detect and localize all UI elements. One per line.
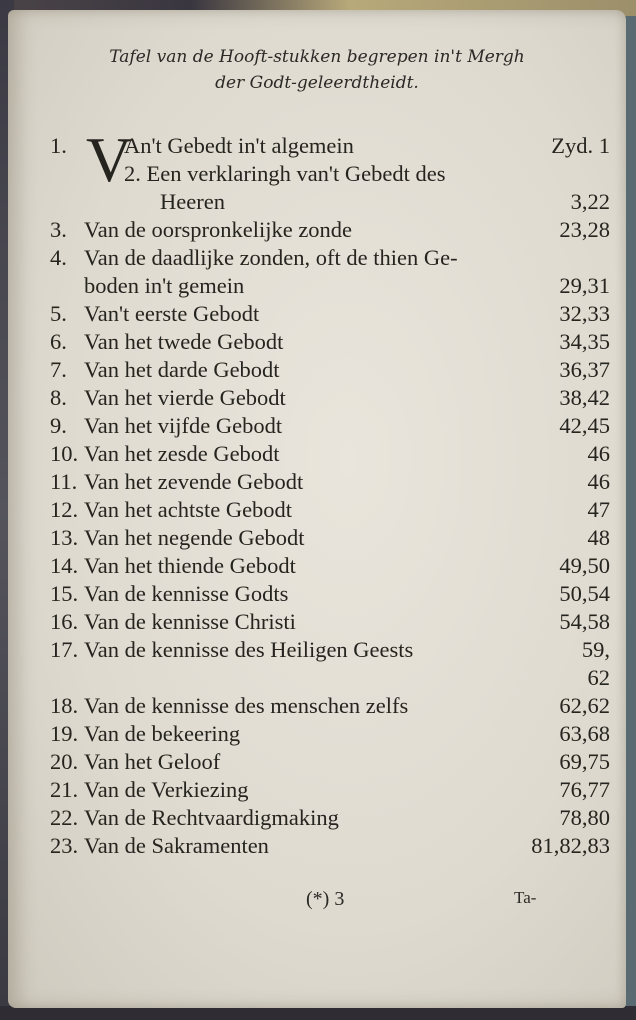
- toc-entry-title: Van het vijfde Gebodt: [84, 413, 283, 438]
- toc-entry-pages: 63,68: [559, 721, 610, 746]
- toc-entry: [50, 328, 610, 356]
- toc-entry-pages: 62,62: [559, 693, 610, 718]
- toc-entry-pages: 23,28: [559, 217, 610, 242]
- toc-entry-pages: 59,: [581, 637, 610, 662]
- toc-entry-number: 6.: [50, 329, 67, 354]
- toc-entry: [50, 216, 610, 244]
- toc-entry-number: 23.: [50, 833, 79, 858]
- toc-entry: [50, 692, 610, 720]
- toc-entry-pages: 42,45: [559, 413, 610, 438]
- toc-entry-pages: 62: [587, 665, 610, 690]
- toc-entry: [50, 412, 610, 440]
- toc-entry: [50, 636, 610, 664]
- toc-entry-pages: 46: [587, 441, 610, 466]
- toc-entry-number: 12.: [50, 497, 79, 522]
- toc-entry-pages: 34,35: [559, 329, 610, 354]
- toc-entry: [50, 608, 610, 636]
- toc-entry-title: Heeren: [160, 189, 225, 214]
- toc-entry-pages: 36,37: [559, 357, 610, 382]
- toc-entry-title: Van het twede Gebodt: [84, 329, 284, 354]
- toc-entry-number: 18.: [50, 693, 79, 718]
- toc-entry-pages: 48: [587, 525, 610, 550]
- toc-entry-title: Van de Rechtvaardigmaking: [84, 805, 339, 830]
- toc-entry-title: Van de daadlijke zonden, oft de thien Ge-: [84, 245, 458, 270]
- toc-entry: [50, 384, 610, 412]
- toc-entry: [50, 272, 610, 300]
- toc-entry-pages: 76,77: [559, 777, 610, 802]
- toc-entry-title: Van de kennisse des Heiligen Geests: [84, 637, 414, 662]
- toc-entry-pages: 32,33: [559, 301, 610, 326]
- table-of-contents: [50, 124, 610, 860]
- toc-entry-title: Van de bekeering: [84, 721, 241, 746]
- toc-entry: [50, 552, 610, 580]
- toc-entry-pages: 50,54: [559, 581, 610, 606]
- toc-entry-number: 22.: [50, 805, 79, 830]
- toc-entry-number: 10.: [50, 441, 79, 466]
- book-binding-bottom: [0, 1006, 636, 1020]
- toc-entry-pages: 54,58: [559, 609, 610, 634]
- toc-entry: [50, 300, 610, 328]
- toc-entry: [50, 776, 610, 804]
- toc-entry: [50, 468, 610, 496]
- toc-entry-number: 8.: [50, 385, 67, 410]
- toc-entry-number: 20.: [50, 749, 79, 774]
- toc-entry-title: 2. Een verklaringh van't Gebedt des: [124, 161, 446, 186]
- toc-entry: [50, 832, 610, 860]
- toc-entry-title: Van de oorspronkelijke zonde: [84, 217, 353, 242]
- toc-entry: [50, 580, 610, 608]
- toc-entry-title: Van het negende Gebodt: [84, 525, 305, 550]
- toc-entry-pages: 29,31: [559, 273, 610, 298]
- toc-entry-pages: 78,80: [559, 805, 610, 830]
- toc-entry-title: Van het achtste Gebodt: [84, 497, 293, 522]
- toc-entry: [50, 524, 610, 552]
- toc-entry-pages: 47: [587, 497, 610, 522]
- toc-entry-number: 17.: [50, 637, 79, 662]
- toc-entry-pages: 3,22: [570, 189, 610, 214]
- toc-entry-title: Van het zevende Gebodt: [84, 469, 304, 494]
- toc-entry-pages: 38,42: [559, 385, 610, 410]
- toc-entry-title: Van't eerste Gebodt: [84, 301, 260, 326]
- toc-entry-title: boden in't gemein: [84, 273, 245, 298]
- toc-entry: [50, 804, 610, 832]
- toc-entry: [50, 160, 610, 188]
- toc-entry-title: Van de kennisse Godts: [84, 581, 289, 606]
- toc-entry-number: 15.: [50, 581, 79, 606]
- signature-mark: (*) 3: [306, 888, 345, 910]
- toc-entry-number: 19.: [50, 721, 79, 746]
- toc-entry-number: 11.: [50, 469, 78, 494]
- toc-entry-pages: 49,50: [559, 553, 610, 578]
- toc-entry: [50, 188, 610, 216]
- toc-entry-number: 1.: [50, 133, 67, 158]
- toc-entry-title: Van het darde Gebodt: [84, 357, 280, 382]
- toc-entry-number: 7.: [50, 357, 67, 382]
- toc-entry: [50, 720, 610, 748]
- toc-entry-title: Van de kennisse des menschen zelfs: [84, 693, 409, 718]
- toc-entry-title: An't Gebedt in't algemein: [124, 133, 354, 158]
- book-page: [8, 10, 626, 1008]
- toc-entry-number: 4.: [50, 245, 67, 270]
- toc-entry-title: Van het vierde Gebodt: [84, 385, 286, 410]
- page-header: [8, 44, 626, 96]
- toc-entry-number: 9.: [50, 413, 67, 438]
- drop-cap: V: [86, 124, 133, 195]
- toc-entry-number: 5.: [50, 301, 67, 326]
- toc-entry: [50, 440, 610, 468]
- toc-entry-title: Van het thiende Gebodt: [84, 553, 296, 578]
- toc-entry-title: Van het zesde Gebodt: [84, 441, 280, 466]
- toc-entry-title: Van de kennisse Christi: [84, 609, 296, 634]
- toc-entry-number: 13.: [50, 525, 79, 550]
- toc-entry-title: Van het Geloof: [84, 749, 221, 774]
- toc-entry-number: 14.: [50, 553, 79, 578]
- toc-entry-pages: 69,75: [559, 749, 610, 774]
- toc-entry-pages: 81,82,83: [531, 833, 610, 858]
- toc-entry-number: 16.: [50, 609, 79, 634]
- toc-entry: [50, 244, 610, 272]
- catchword: Ta-: [514, 888, 537, 907]
- toc-entry-pages: Zyd. 1: [551, 133, 610, 158]
- toc-entry-number: 21.: [50, 777, 79, 802]
- toc-entry-title: Van de Verkiezing: [84, 777, 249, 802]
- toc-entry: [50, 664, 610, 692]
- toc-entry-title: Van de Sakramenten: [84, 833, 269, 858]
- header-line-2: der Godt-geleerdtheidt.: [215, 73, 419, 93]
- page-footer: [8, 888, 626, 918]
- header-line-1: Tafel van de Hooft-stukken begrepen in't Mergh: [109, 47, 525, 67]
- toc-entry: [50, 496, 610, 524]
- toc-entry: [50, 748, 610, 776]
- toc-entry: [50, 356, 610, 384]
- toc-entry-pages: 46: [587, 469, 610, 494]
- toc-entry-number: 3.: [50, 217, 67, 242]
